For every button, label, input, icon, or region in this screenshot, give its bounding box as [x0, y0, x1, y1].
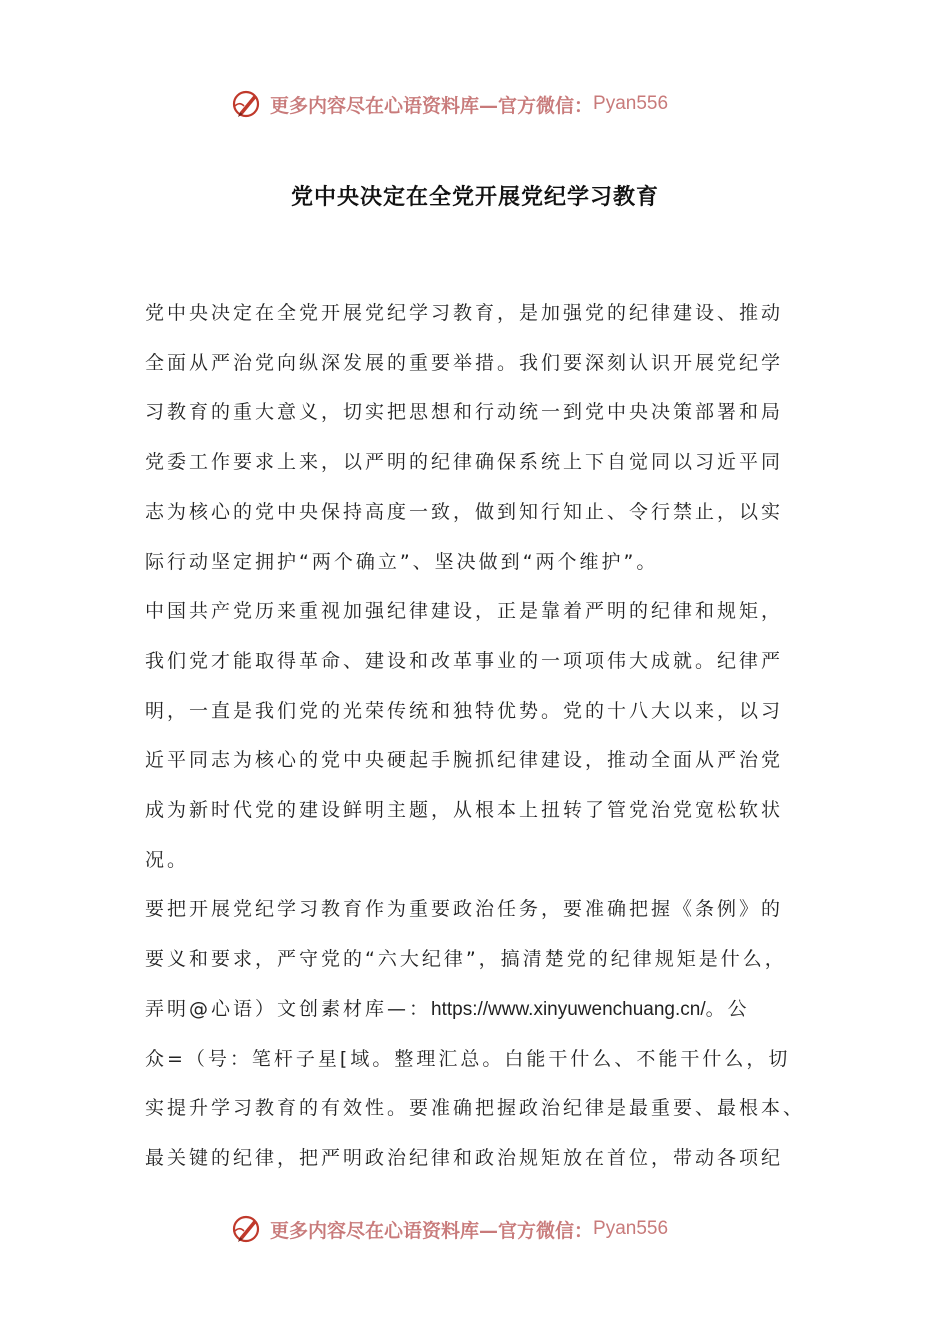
- paragraph-1-line-4: 党委工作要求上来，以严明的纪律确保系统上下自觉同以习近平同: [145, 451, 784, 474]
- paragraph-2-line-5: 成为新时代党的建设鲜明主题，从根本上扭转了管党治党宽松软状: [145, 799, 784, 822]
- paragraph-3: [145, 885, 815, 1183]
- header-wechat-id: Pyan556: [593, 93, 669, 114]
- paragraph-1-line-6: 际行动坚定拥护“两个确立”、坚决做到“两个维护”。: [145, 550, 659, 573]
- paragraph-3-line-5: 实提升学习教育的有效性。要准确把握政治纪律是最重要、最根本、: [145, 1097, 806, 1120]
- paragraph-2-line-2: 我们党才能取得革命、建设和改革事业的一项项伟大成就。纪律严: [145, 649, 784, 672]
- paragraph-2-line-3: 明，一直是我们党的光荣传统和独特优势。党的十八大以来，以习: [145, 699, 784, 722]
- paragraph-3-line-3-suffix: 。公: [705, 997, 750, 1020]
- paragraph-3-line-2: 要义和要求，严守党的“六大纪律”，搞清楚党的纪律规矩是什么，: [145, 948, 787, 971]
- paragraph-3-line-6: 最关键的纪律，把严明政治纪律和政治规矩放在首位，带动各项纪: [145, 1146, 784, 1169]
- header-slogan: 更多内容尽在心语资料库—官方微信：: [270, 94, 594, 117]
- paragraph-1-line-1: 党中央决定在全党开展党纪学习教育，是加强党的纪律建设、推动: [145, 302, 784, 324]
- paragraph-3-line-1: 要把开展党纪学习教育作为重要政治任务，要准确把握《条例》的: [145, 898, 784, 921]
- paragraph-2-line-4: 近平同志为核心的党中央硬起手腕抓纪律建设，推动全面从严治党: [145, 749, 784, 772]
- pen-circle-logo-icon: [230, 1212, 264, 1246]
- pen-circle-logo-icon: [230, 87, 264, 121]
- paragraph-2-line-1: 中国共产党历来重视加强纪律建设，正是靠着严明的纪律和规矩，: [145, 600, 784, 623]
- paragraph-1-line-5: 志为核心的党中央保持高度一致，做到知行知止、令行禁止，以实: [145, 500, 784, 523]
- paragraph-3-line-3-prefix: 弄明@心语）文创素材库—：: [145, 997, 432, 1020]
- paragraph-2: [145, 587, 815, 885]
- paragraph-1-line-2: 全面从严治党向纵深发展的重要举措。我们要深刻认识开展党纪学: [145, 351, 784, 374]
- paragraph-1: [145, 289, 815, 587]
- footer-wechat-id: Pyan556: [593, 1218, 669, 1239]
- footer-banner: [230, 1209, 750, 1249]
- header-banner: [230, 84, 750, 124]
- source-url-link[interactable]: https://www.xinyuwenchuang.cn/: [431, 998, 706, 1020]
- paragraph-1-line-3: 习教育的重大意义，切实把思想和行动统一到党中央决策部署和局: [145, 401, 784, 424]
- document-body: [145, 289, 815, 1184]
- footer-slogan: 更多内容尽在心语资料库—官方微信：: [270, 1219, 594, 1242]
- paragraph-2-line-6: 况。: [145, 848, 190, 871]
- paragraph-3-line-4: 众=（号：笔杆子星[域。整理汇总。白能干什么、不能干什么，切: [145, 1047, 791, 1070]
- document-title: 党中央决定在全党开展党纪学习教育: [290, 184, 659, 210]
